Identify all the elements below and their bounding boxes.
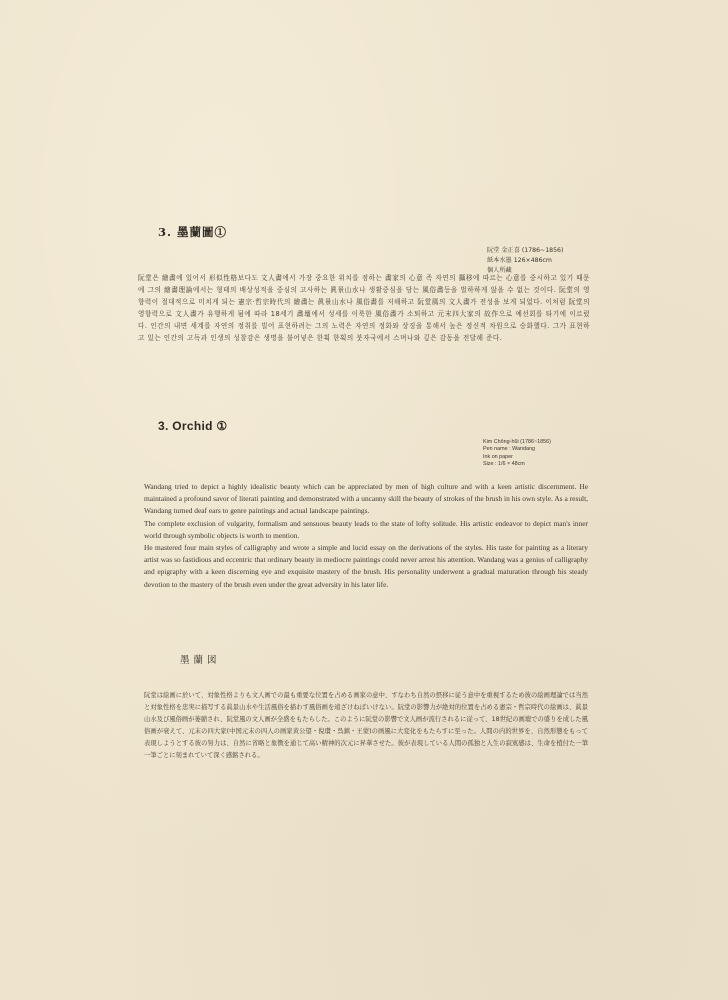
korean-title: 3. 墨蘭圖①: [158, 225, 228, 239]
english-medium: Ink on paper: [483, 453, 513, 460]
english-paragraph: The complete exclusion of vulgarity, formalism and sensuous beauty leads to the state of lofty solitude. His artistic endeavor to depict man's inner world through symbolic objects is worth to mention.: [144, 518, 588, 540]
english-pen-name: Pen name : Wandang: [483, 446, 535, 453]
japanese-title: 墨蘭図: [180, 655, 221, 666]
english-paragraph: He mastered four main styles of calligraphy and wrote a simple and lucid essay on the derivations of the styles. His taste for painting as a literary artist was so fastidious and eccentric that ordinary beauty in mediocre paintings could never arrest his attention. Wandang was a genius of calligraphy and epigraphy with a keen discerning eye and exquisite mastery of the brush. His personality underwent a gradual maturation through his steady devotion to the mastery of the brush even under the great adversity in his later life.: [144, 543, 588, 589]
english-paragraph: Wandang tried to depict a highly idealistic beauty which can be appreciated by men of high culture and with a keen artistic discernment. He maintained a profound savor of literati painting and demonstrated with a uncanny skill the beauty of strokes of the brush in his own style. As a result, Wandang turned deaf ears to genre paintings and actual landscape paintings.: [144, 482, 588, 516]
korean-artist: 阮堂 金正喜 (1786~1856): [487, 247, 564, 254]
english-body-text: [144, 481, 588, 591]
korean-medium: 紙本水墨 126×486cm: [487, 257, 552, 264]
english-artist: Kim Chŏng-hŭi (1786~1856): [483, 439, 551, 445]
japanese-body-text: 阮堂は絵画に於いて、対象性格よりも文人画での最も重要な位置を占める画家の意中、すなわち自然の摂移に従う意中を重視するため彼の絵画理論では当然と対象性格を忠実に描写する眞景山水や生活風俗を描わす風俗画を遠ざけねばいけない。阮堂の影響力が絶対的位置を占める憲宗・哲宗時代の絵画は、眞景山水及び風俗画が萎縮され、阮堂風の文人画が全盛をもたらした。このように阮堂の影響で文人画が流行されるに従って、18世紀の画壇での盛りを成した風俗画が衰えて、元末の四大家(中国元末の四人の画家黄公望・倪瓚・呉鎮・王蒙)の画風に大変化をもたらすに至った。人間の内的世界を、自然形態をもって表現しようとする彼の努力は、自然に省略と象徴を通じて高い精神的次元に昇華させた。彼が表現している人間の孤独と人生の寂寞感は、生命を植付た一筆一筆ごとに刻まれていて深く感銘される。: [144, 692, 588, 760]
english-size: Size : 1/6 × 48cm: [483, 461, 525, 468]
english-artwork-info: [483, 439, 551, 469]
english-title: 3. Orchid ①: [158, 419, 228, 433]
korean-body-text: 阮堂은 繪畵에 있어서 形似性格보다도 文人畵에서 가장 중요한 위치를 점하는 畵家의 心意 즉 자연의 攝移에 따르는 心意를 중시하고 있기 때문에 그의 繪畵理論에서는 형태의 배상성적을 중심의 고사하는 眞景山水나 생활중심을 담는 風俗畵등을 벌하하게 않을 수 없는 것이다. 阮堂의 영향력이 절대적으로 미치게 되는 憲宗·哲宗時代의 繪畵는 眞景山水나 風俗畵를 저해하고 阮堂風의 文人畵가 전성을 보게 되었다. 이처럼 阮堂의 영향력으로 文人畵가 유행하게 됨에 따라 18세기 畵壇에서 성세를 이룩한 風俗畵가 소퇴하고 元末四大家의 故作으로 예선회를 타기에 이르렀다. 인간의 내면 세계를 자연의 정취를 빌어 표현하려는 그의 노력은 자연의 정화와 상징을 통해서 높은 정신적 차원으로 승화했다. 그가 표현하고 있는 인간의 고독과 인생의 성찰감은 생명을 불어넣은 한획 한획의 붓자국에서 스며나와 깊은 감동을 전달해 준다.: [138, 274, 590, 343]
korean-collection: 個人所藏: [487, 267, 512, 274]
